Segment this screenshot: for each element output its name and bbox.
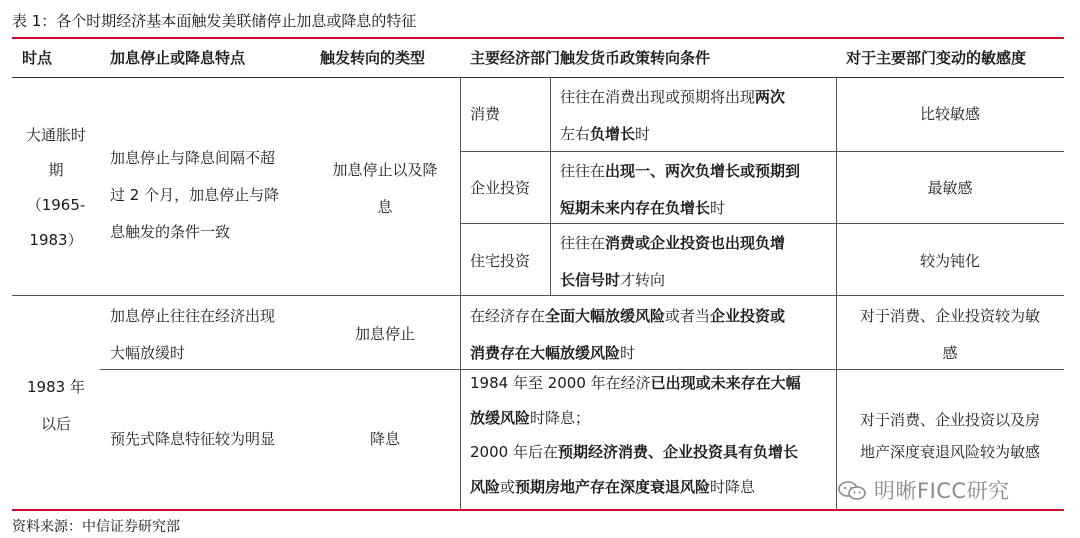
text: 时降息； <box>530 408 591 427</box>
period1-time: 大通胀时 期 （1965- 1983） <box>25 126 86 249</box>
sector-business-investment: 企业投资 <box>470 179 531 197</box>
period2-feature-1: 加息停止往往在经济出现 大幅放缓时 <box>110 307 276 362</box>
divider <box>460 369 461 509</box>
text: 左右 <box>560 125 591 143</box>
condition-residential-investment <box>560 225 785 299</box>
bold-text: 短期未来内存在负增长 <box>560 199 711 217</box>
text: 往往在 <box>560 162 606 180</box>
table-caption: 表 1：各个时期经济基本面触发美联储停止加息或降息的特征 <box>12 12 417 30</box>
period2-feature-2: 预先式降息特征较为明显 <box>110 430 276 448</box>
header-time: 时点 <box>22 49 53 67</box>
bold-text: 预期房地产存在深度衰退风险 <box>515 477 711 496</box>
period-divider <box>12 295 1064 296</box>
sensitivity-consumption: 比较敏感 <box>919 105 980 123</box>
condition-consumption <box>560 79 785 153</box>
sector-residential-investment: 住宅投资 <box>470 252 531 270</box>
period2-condition-2 <box>470 366 801 504</box>
header-type: 触发转向的类型 <box>320 49 426 67</box>
text: 往往在消费出现或预期将出现 <box>560 88 756 106</box>
period2-type-1: 加息停止 <box>354 325 415 343</box>
text: 时 <box>710 199 726 217</box>
bold-text: 长信号时 <box>560 271 621 289</box>
text: 或 <box>500 477 516 496</box>
text: 时 <box>635 125 651 143</box>
bold-text: 出现一、两次负增长或预期到 <box>605 162 801 180</box>
bold-text: 负增长 <box>590 125 636 143</box>
table-top-rule <box>12 37 1064 39</box>
header-rule <box>12 77 1064 78</box>
period1-feature: 加息停止与降息间隔不超 过 2 个月，加息停止与降 息触发的条件一致 <box>110 149 280 241</box>
text: 时降息 <box>710 477 756 496</box>
bold-text: 已出现或未来存在大幅 <box>650 374 801 392</box>
header-feature: 加息停止或降息特点 <box>110 49 246 67</box>
sensitivity-residential-investment: 较为钝化 <box>919 252 980 270</box>
period2-condition-1 <box>470 298 785 372</box>
text: 2000 年后在 <box>470 443 558 461</box>
text: 或者当 <box>665 307 711 325</box>
row-divider <box>460 151 1064 152</box>
divider <box>460 77 461 295</box>
period2-type-2: 降息 <box>369 430 400 448</box>
bold-text: 放缓风险 <box>470 408 531 427</box>
text: 时 <box>620 344 636 362</box>
period1-type: 加息停止以及降 息 <box>332 161 438 216</box>
source-note: 资料来源：中信证券研究部 <box>12 519 180 535</box>
bold-text: 风险 <box>470 477 501 496</box>
bold-text: 消费存在大幅放缓风险 <box>470 344 621 362</box>
sensitivity-business-investment: 最敏感 <box>927 179 973 197</box>
watermark <box>838 475 1010 505</box>
bold-text: 预期经济消费、企业投资具有负增长 <box>557 443 798 461</box>
condition-business-investment <box>560 153 800 227</box>
text: 才转向 <box>620 271 666 289</box>
header-sensitivity: 对于主要部门变动的敏感度 <box>846 49 1027 67</box>
watermark-text: 明晰FICC研究 <box>874 479 1010 503</box>
bold-text: 消费或企业投资也出现负增 <box>605 234 786 252</box>
period2-sensitivity-2: 对于消费、企业投资以及房 地产深度衰退风险较为敏感 <box>859 411 1040 461</box>
bold-text: 企业投资或 <box>710 307 786 325</box>
period2-time: 1983 年 以后 <box>27 378 85 433</box>
bold-text: 全面大幅放缓风险 <box>545 307 666 325</box>
bold-text: 两次 <box>755 88 786 106</box>
divider <box>550 77 551 295</box>
text: 1984 年至 2000 年在经济 <box>470 374 651 392</box>
row-divider <box>460 223 1064 224</box>
period2-sensitivity-1: 对于消费、企业投资较为敏 感 <box>859 307 1040 362</box>
wechat-icon <box>838 481 866 501</box>
text: 在经济存在 <box>470 307 546 325</box>
divider <box>460 295 461 369</box>
header-condition: 主要经济部门触发货币政策转向条件 <box>470 49 711 67</box>
sector-consumption: 消费 <box>470 105 501 123</box>
text: 往往在 <box>560 234 606 252</box>
table-bottom-rule <box>12 509 1064 511</box>
